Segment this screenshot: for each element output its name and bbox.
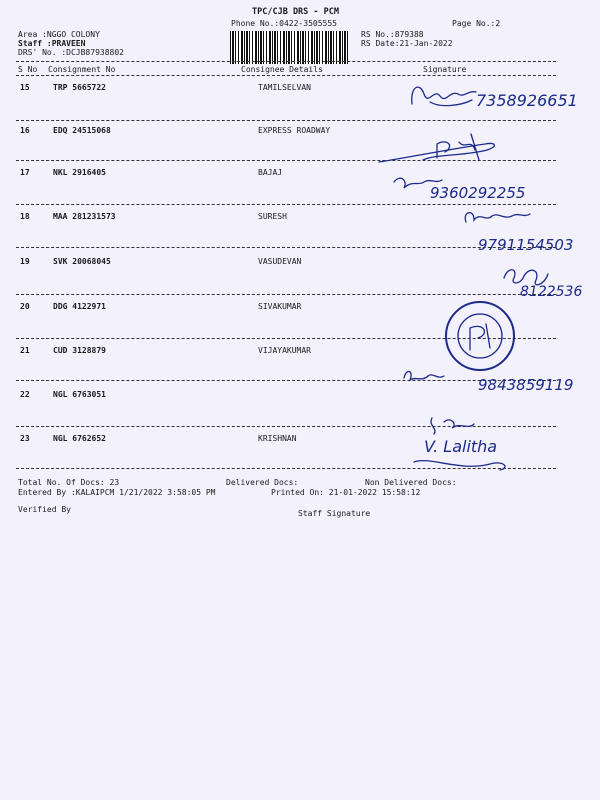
non-delivered-docs: Non Delivered Docs: — [365, 478, 457, 487]
row-sno: 22 — [20, 390, 30, 399]
row-consignee: BAJAJ — [258, 168, 283, 177]
signature-19 — [500, 260, 600, 300]
page-number: Page No.:2 — [452, 19, 501, 28]
row-consignment: EDQ 24515068 — [53, 126, 111, 135]
svg-text:8122536: 8122536 — [520, 284, 583, 300]
row-consignment: NGL 6763051 — [53, 390, 106, 399]
row-sno: 21 — [20, 346, 30, 355]
signature-17 — [390, 166, 540, 206]
signature-23 — [400, 412, 540, 474]
svg-text:9843859119: 9843859119 — [478, 376, 574, 394]
row-consignee: TAMILSELVAN — [258, 83, 311, 92]
row-consignee: SIVAKUMAR — [258, 302, 302, 311]
row-consignment: MAA 281231573 — [53, 212, 116, 221]
printed-on: Printed On: 21-01-2022 15:58:12 — [271, 488, 421, 497]
signature-21 — [400, 358, 574, 400]
row-consignee: KRISHNAN — [258, 434, 297, 443]
row-sno: 23 — [20, 434, 30, 443]
row-sno: 18 — [20, 212, 30, 221]
row-consignment: DDG 4122971 — [53, 302, 106, 311]
area-field: Area :NGGO COLONY — [18, 30, 100, 39]
row-sno: 19 — [20, 257, 30, 266]
entered-by: Entered By :KALAIPCM 1/21/2022 3:58:05 PM — [18, 488, 216, 497]
row-sno: 16 — [20, 126, 30, 135]
phone-number: Phone No.:0422-3505555 — [231, 19, 337, 28]
staff-field: Staff :PRAVEEN — [18, 39, 86, 48]
delivered-docs: Delivered Docs: — [226, 478, 299, 487]
row-consignee: VIJAYAKUMAR — [258, 346, 311, 355]
col-sno: S No — [18, 65, 38, 74]
rs-date: RS Date:21-Jan-2022 — [361, 39, 453, 48]
drs-number: DRS' No. :DCJB87938802 — [18, 48, 124, 57]
signature-18 — [460, 206, 600, 252]
row-sno: 15 — [20, 83, 30, 92]
total-docs: Total No. Of Docs: 23 — [18, 478, 120, 487]
row-divider — [16, 294, 556, 295]
verified-by: Verified By — [18, 505, 71, 514]
signature-15 — [400, 72, 580, 122]
svg-text:V. Lalitha: V. Lalitha — [424, 437, 498, 456]
row-consignment: NGL 6762652 — [53, 434, 106, 443]
row-consignee: SURESH — [258, 212, 287, 221]
rs-number: RS No.:879388 — [361, 30, 424, 39]
header-divider-top — [16, 61, 556, 62]
row-consignee: VASUDEVAN — [258, 257, 302, 266]
svg-text:7358926651: 7358926651 — [476, 91, 578, 110]
svg-text:9791154503: 9791154503 — [478, 236, 574, 254]
row-consignment: TRP 5665722 — [53, 83, 106, 92]
svg-text:9360292255: 9360292255 — [430, 184, 526, 202]
col-consignee: Consignee Details — [241, 65, 323, 74]
row-sno: 17 — [20, 168, 30, 177]
row-consignee: EXPRESS ROADWAY — [258, 126, 331, 135]
col-consignment: Consignment No — [48, 65, 116, 74]
row-sno: 20 — [20, 302, 30, 311]
staff-signature-label: Staff Signature — [298, 509, 371, 518]
row-consignment: CUD 3128879 — [53, 346, 106, 355]
barcode — [230, 31, 348, 64]
row-consignment: NKL 2916405 — [53, 168, 106, 177]
col-signature: Signature — [423, 65, 467, 74]
page-title: TPC/CJB DRS - PCM — [252, 7, 339, 17]
row-consignment: SVK 20068045 — [53, 257, 111, 266]
